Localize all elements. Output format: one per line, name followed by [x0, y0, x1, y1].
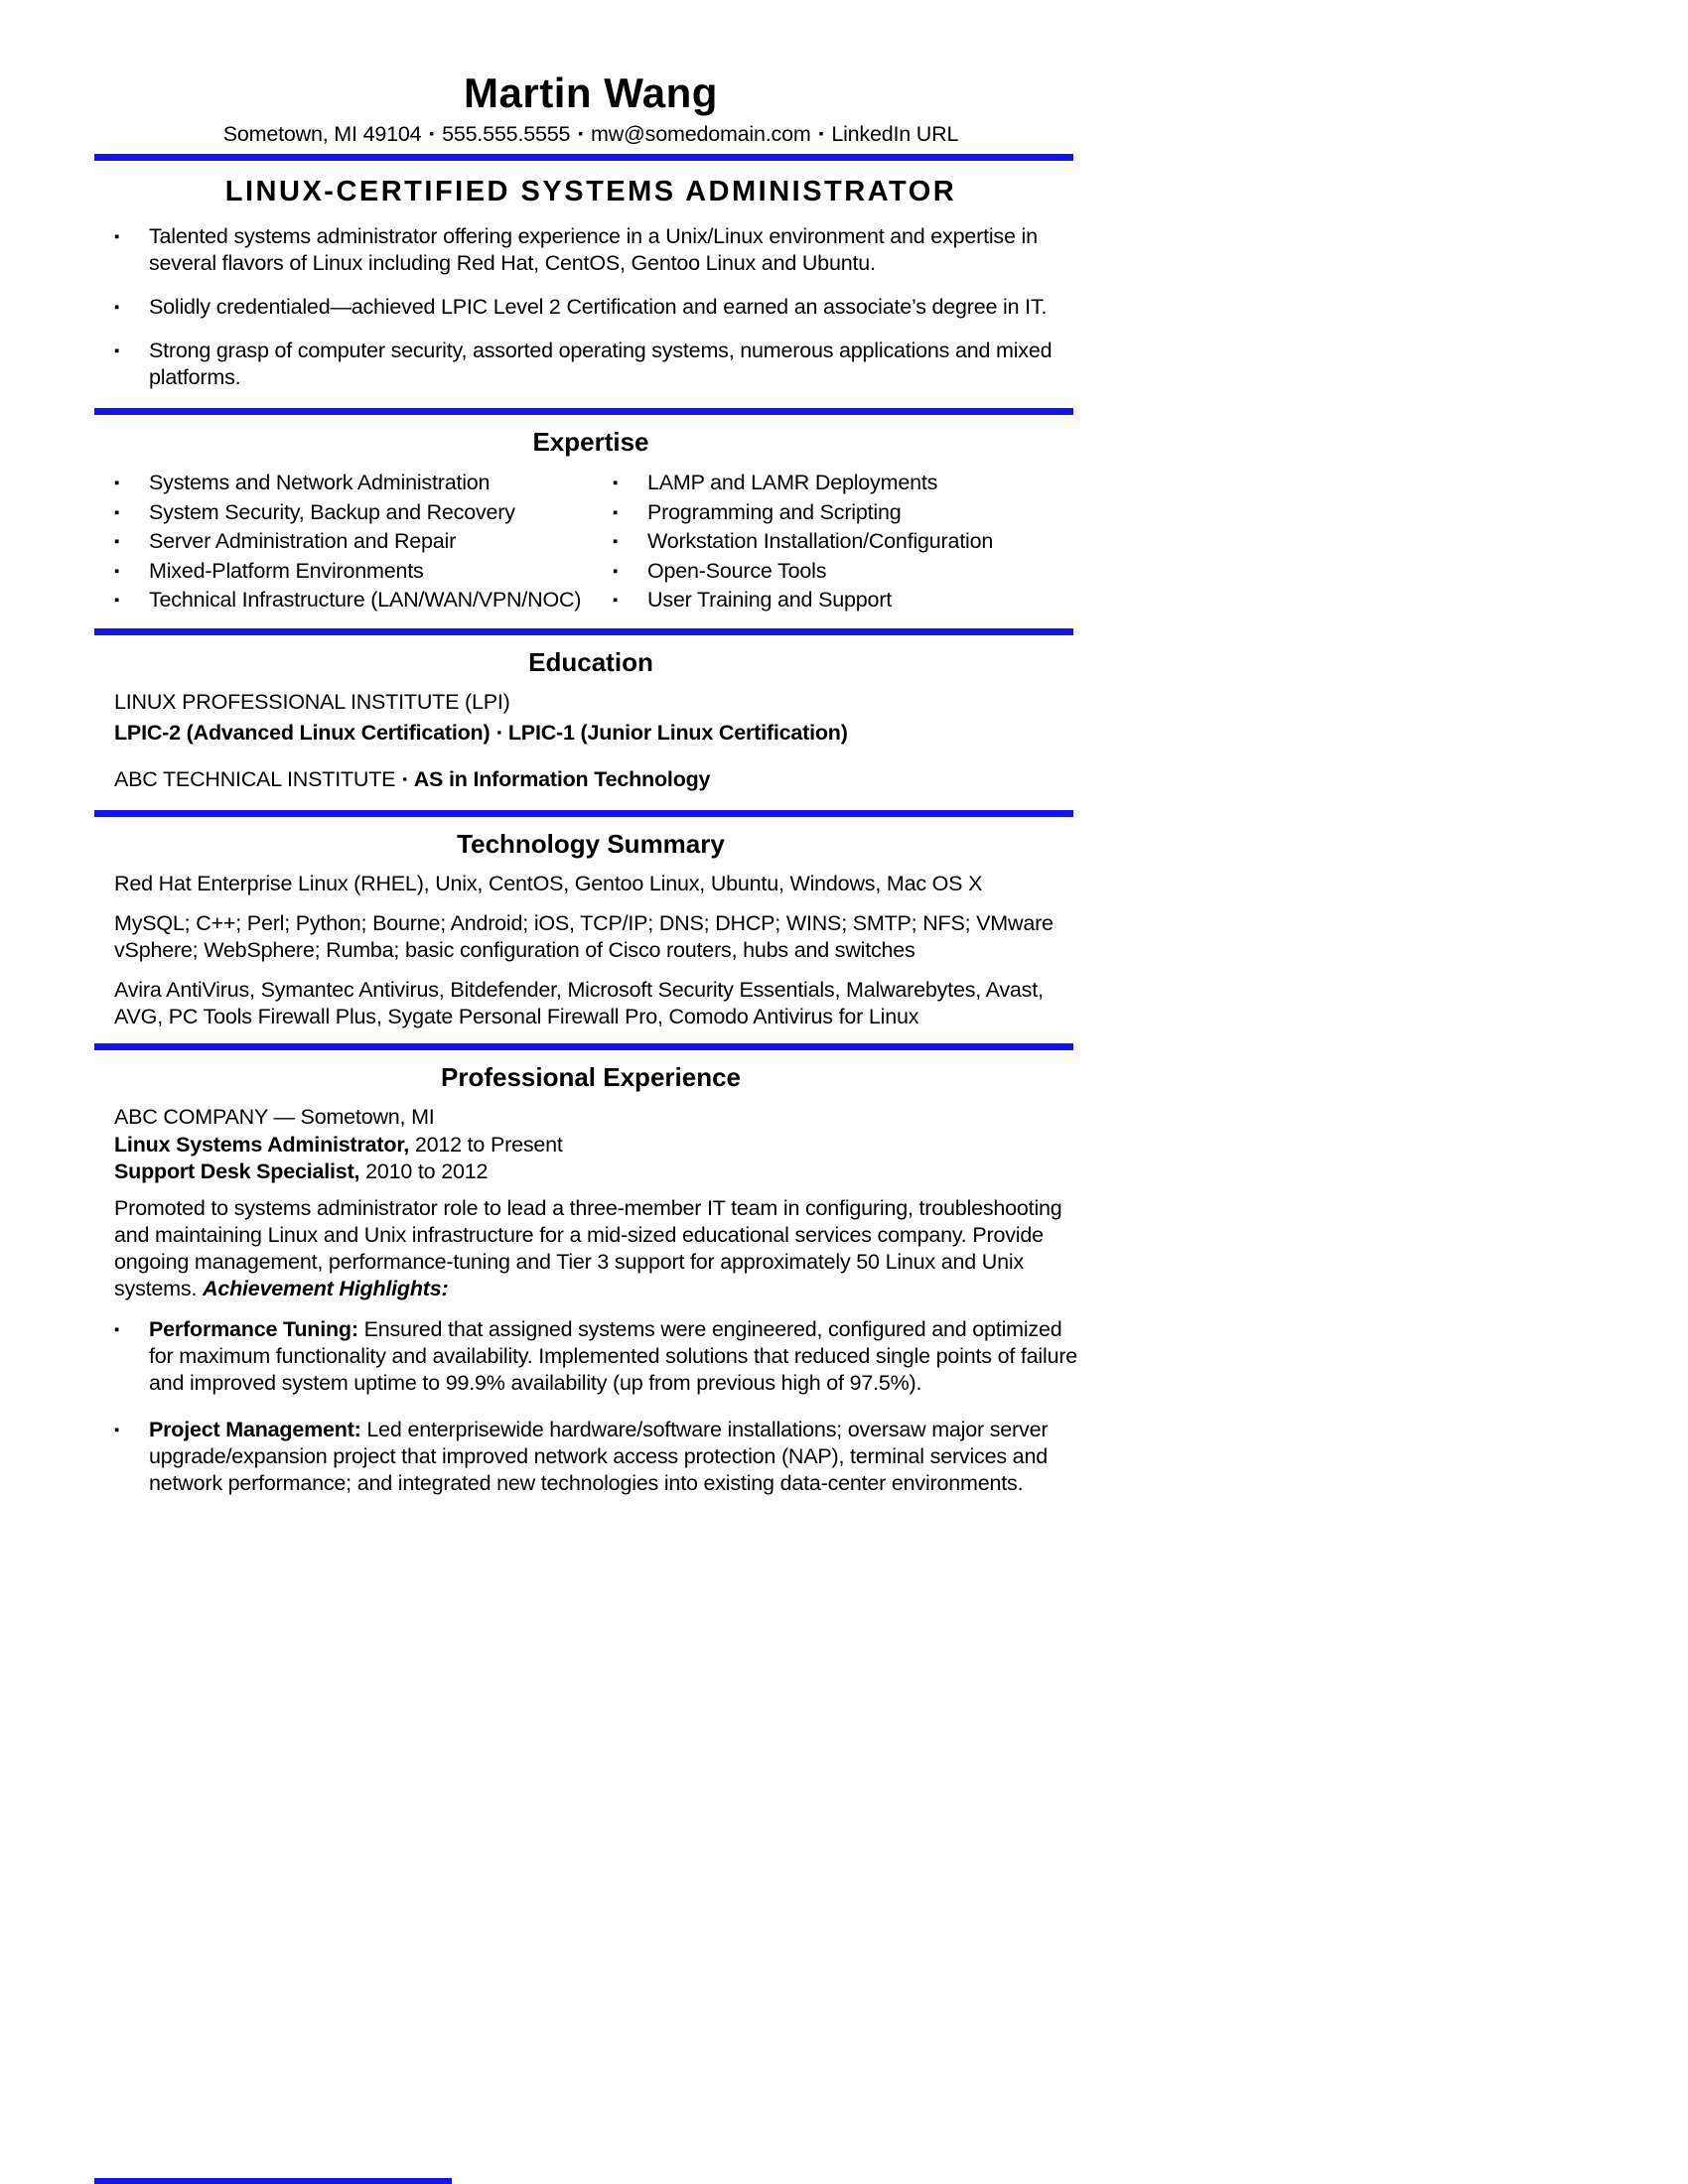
- achievement-list: [94, 1316, 1087, 1497]
- expertise-left-column: [114, 469, 613, 615]
- expertise-item-label: Programming and Scripting: [647, 499, 902, 524]
- headline-title: LINUX-CERTIFIED SYSTEMS ADMINISTRATOR: [224, 176, 957, 207]
- achievement-item: [94, 1316, 1087, 1397]
- summary-bullet-text: Strong grasp of computer security, assorted operating systems, numerous applications and mixed platforms.: [149, 339, 1053, 389]
- square-separator-icon: ▪: [429, 125, 435, 141]
- contact-linkedin: LinkedIn URL: [831, 122, 959, 146]
- summary-bullet-text: Talented systems administrator offering experience in a Unix/Linux environment and expertise in several flavors of Linux including Red Hat, CentOS, Gentoo Linux and Ubuntu.: [149, 224, 1038, 275]
- blue-divider: [94, 154, 1073, 161]
- square-bullet-icon: ▪: [613, 592, 619, 609]
- section-heading-experience: Professional Experience: [440, 1061, 742, 1092]
- square-bullet-icon: ▪: [114, 475, 120, 491]
- square-bullet-icon: ▪: [114, 533, 120, 550]
- square-separator-icon: ▪: [578, 125, 584, 141]
- expertise-item: [613, 498, 1087, 528]
- role-title: Linux Systems Administrator,: [114, 1132, 410, 1157]
- square-separator-icon: ▪: [402, 770, 407, 786]
- summary-bullet-list: [94, 223, 1087, 391]
- expertise-item: [114, 527, 613, 557]
- summary-bullet-text: Solidly credentialed—achieved LPIC Level 2 Certification and earned an associate’s degree in IT.: [149, 295, 1048, 319]
- section-heading-education: Education: [528, 646, 653, 677]
- expertise-item: [114, 557, 613, 587]
- expertise-grid: [94, 469, 1087, 615]
- expertise-item: [613, 469, 1087, 498]
- square-bullet-icon: ▪: [114, 503, 120, 521]
- experience-company: ABC COMPANY — Sometown, MI: [114, 1104, 435, 1129]
- experience-role: [94, 1159, 1087, 1185]
- experience-description-text: Promoted to systems administrator role to lead a three-member IT team in configuring, troubleshooting and maintaining Linux and Unix infrastructure for a mid-sized educational services company. Provide ongoing management, performance-tuning and Tier 3 support for approximately 50 Linux and Unix systems.: [114, 1195, 1062, 1300]
- square-bullet-icon: ▪: [114, 299, 120, 316]
- role-dates: 2010 to 2012: [365, 1160, 489, 1183]
- expertise-item-label: Technical Infrastructure (LAN/WAN/VPN/NOC): [149, 588, 582, 612]
- expertise-item: [613, 557, 1087, 587]
- expertise-item-label: Systems and Network Administration: [149, 471, 491, 494]
- square-bullet-icon: ▪: [613, 533, 619, 550]
- education-institution: [94, 765, 1087, 793]
- expertise-item: [114, 469, 613, 498]
- technology-paragraph: Red Hat Enterprise Linux (RHEL), Unix, CentOS, Gentoo Linux, Ubuntu, Windows, Mac OS X: [114, 871, 983, 895]
- expertise-item: [613, 586, 1087, 615]
- expertise-item-label: System Security, Backup and Recovery: [149, 499, 515, 524]
- square-bullet-icon: ▪: [114, 342, 120, 359]
- certification-lpic2: LPIC-2 (Advanced Linux Certification): [114, 720, 491, 745]
- contact-email: mw@somedomain.com: [591, 122, 811, 146]
- technology-paragraph: Avira AntiVirus, Symantec Antivirus, Bitdefender, Microsoft Security Essentials, Malwarebytes, Avast, AVG, PC Tools Firewall Plus, Sygate Personal Firewall Pro, Comodo Antivirus for Linux: [114, 977, 1044, 1028]
- square-bullet-icon: ▪: [114, 228, 120, 245]
- candidate-name: Martin Wang: [464, 69, 718, 116]
- expertise-item: [613, 527, 1087, 557]
- blue-divider: [94, 628, 1073, 635]
- experience-description: [94, 1195, 1087, 1302]
- contact-location: Sometown, MI 49104: [222, 122, 422, 146]
- blue-divider-partial: [94, 2178, 452, 2184]
- section-heading-expertise: Expertise: [532, 427, 649, 457]
- square-bullet-icon: ▪: [114, 1421, 120, 1438]
- achievement-body: Led enterprisewide hardware/software installations; oversaw major server upgrade/expansion project that improved network access protection (NAP), terminal services and network performance; and integrated new technologies into existing data-center environments.: [149, 1417, 1049, 1495]
- square-separator-icon: ▪: [818, 125, 824, 141]
- expertise-item-label: Mixed-Platform Environments: [149, 558, 424, 583]
- achievement-item: [94, 1417, 1087, 1497]
- education-institution: LINUX PROFESSIONAL INSTITUTE (LPI): [114, 689, 510, 714]
- square-bullet-icon: ▪: [114, 562, 120, 580]
- achievement-label: Project Management:: [149, 1417, 361, 1441]
- section-heading-technology: Technology Summary: [457, 828, 725, 859]
- blue-divider: [94, 1043, 1073, 1050]
- experience-role: [94, 1132, 1087, 1159]
- expertise-item-label: Server Administration and Repair: [149, 529, 457, 553]
- achievement-highlights-label: Achievement Highlights:: [203, 1276, 449, 1300]
- education-institution-name: ABC TECHNICAL INSTITUTE: [114, 766, 396, 791]
- summary-bullet: [94, 338, 1087, 391]
- square-separator-icon: ▪: [496, 724, 501, 740]
- expertise-item-label: LAMP and LAMR Deployments: [647, 471, 938, 494]
- resume-page: [94, 0, 1087, 2184]
- certification-lpic1: LPIC-1 (Junior Linux Certification): [507, 720, 848, 745]
- square-bullet-icon: ▪: [114, 1320, 120, 1338]
- expertise-item: [114, 498, 613, 528]
- expertise-right-column: [613, 469, 1087, 615]
- role-title: Support Desk Specialist,: [114, 1160, 360, 1183]
- square-bullet-icon: ▪: [114, 592, 120, 609]
- contact-phone: 555.555.5555: [442, 122, 571, 146]
- expertise-item-label: Workstation Installation/Configuration: [647, 529, 994, 553]
- expertise-item-label: Open-Source Tools: [647, 558, 827, 583]
- summary-bullet: [94, 223, 1087, 277]
- education-degree: AS in Information Technology: [413, 766, 711, 791]
- summary-bullet: [94, 294, 1087, 321]
- expertise-item: [114, 586, 613, 615]
- square-bullet-icon: ▪: [613, 475, 619, 491]
- expertise-item-label: User Training and Support: [647, 588, 892, 612]
- role-dates: 2012 to Present: [414, 1132, 563, 1157]
- education-certifications: [94, 719, 1087, 747]
- contact-line: [94, 120, 1087, 147]
- square-bullet-icon: ▪: [613, 562, 619, 580]
- achievement-body: Ensured that assigned systems were engineered, configured and optimized for maximum functionality and availability. Implemented solutions that reduced single points of failure and improved system uptime to 99.9% availability (up from previous high of 97.5%).: [149, 1316, 1078, 1395]
- achievement-text: [149, 1417, 1087, 1497]
- achievement-label: Performance Tuning:: [149, 1316, 358, 1341]
- achievement-text: [149, 1316, 1087, 1397]
- blue-divider: [94, 810, 1073, 817]
- square-bullet-icon: ▪: [613, 503, 619, 521]
- blue-divider: [94, 408, 1073, 415]
- technology-paragraph: MySQL; C++; Perl; Python; Bourne; Android; iOS, TCP/IP; DNS; DHCP; WINS; SMTP; NFS; VMware vSphere; WebSphere; Rumba; basic configuration of Cisco routers, hubs and switches: [114, 910, 1054, 962]
